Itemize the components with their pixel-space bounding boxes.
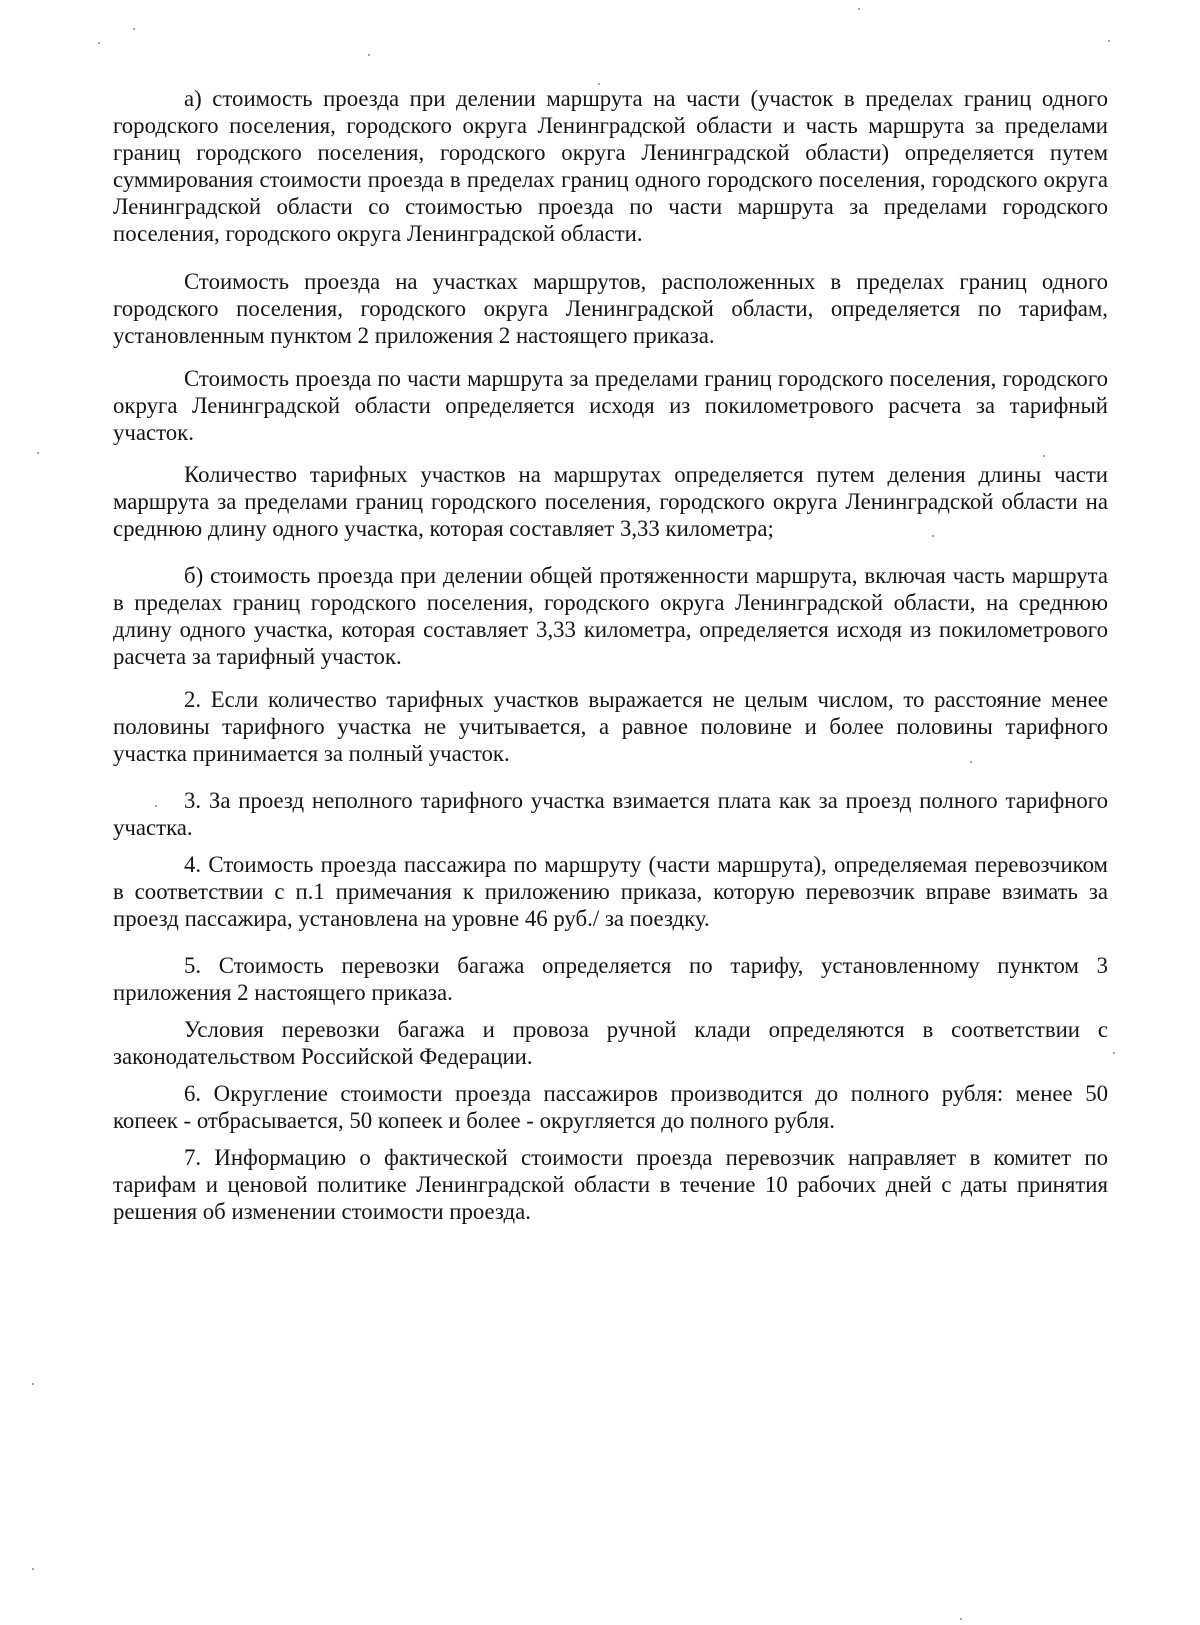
scan-speck (98, 42, 100, 44)
paragraph-2-rounding-sections: 2. Если количество тарифных участков выражается не целым числом, то расстояние менее половины тарифного участка не учитывается, а равное половине и более половины тарифного участка принимается за полный участок. (113, 687, 1108, 766)
paragraph-outside-section-cost: Стоимость проезда по части маршрута за пределами границ городского поселения, городского округа Ленинградской области определяется исходя из покилометрового расчета за тарифный участок. (113, 366, 1108, 445)
paragraph-a-split-route-cost: а) стоимость проезда при делении маршрута на части (участок в пределах границ одного городского поселения, городского округа Ленинградской области и часть маршрута за пределами границ городского поселения, городского округа Ленинградской области) определяется путем суммирования стоимости проезда в пределах границ одного городского поселения, городского округа Ленинградской области со стоимостью проезда по части маршрута за пределами городского поселения, городского округа Ленинградской области. (113, 86, 1108, 246)
paragraph-7-fare-notification: 7. Информацию о фактической стоимости проезда перевозчик направляет в комитет по тарифам и ценовой политике Ленинградской области в течение 10 рабочих дней с даты принятия решения об изменении стоимости проезда. (113, 1145, 1108, 1224)
paragraph-baggage-conditions: Условия перевозки багажа и провоза ручной клади определяются в соответствии с законодательством Российской Федерации. (113, 1017, 1108, 1069)
scan-speck (970, 761, 972, 763)
scan-speck (32, 1568, 34, 1570)
scan-speck (960, 1618, 962, 1620)
paragraph-b-full-route-cost: б) стоимость проезда при делении общей протяженности маршрута, включая часть маршрута в пределах границ городского поселения, городского округа Ленинградской области, на среднюю длину одного участка, которая составляет 3,33 километра, определяется исходя из покилометрового расчета за тарифный участок. (113, 563, 1108, 669)
paragraph-5-baggage-cost: 5. Стоимость перевозки багажа определяется по тарифу, установленному пунктом 3 приложения 2 настоящего приказа. (113, 953, 1108, 1005)
scan-speck (133, 28, 135, 30)
paragraph-tariff-sections-count: Количество тарифных участков на маршрутах определяется путем деления длины части маршрута за пределами границ городского поселения, городского округа Ленинградской области на среднюю длину одного участка, которая составляет 3,33 километра; (113, 462, 1108, 541)
scan-speck (1113, 1052, 1115, 1054)
scan-speck (155, 805, 157, 807)
paragraph-3-incomplete-section: 3. За проезд неполного тарифного участка взимается плата как за проезд полного тарифного участка. (113, 788, 1108, 840)
document-body (113, 85, 1108, 1225)
scan-speck (1108, 40, 1110, 42)
scan-speck (1043, 455, 1045, 457)
scan-speck (37, 452, 39, 454)
paragraph-4-passenger-fare: 4. Стоимость проезда пассажира по маршруту (части маршрута), определяемая перевозчиком в соответствии с п.1 примечания к приложению приказа, которую перевозчик вправе взимать за проезд пассажира, установлена на уровне 46 руб./ за поездку. (113, 852, 1108, 931)
scan-speck (858, 8, 860, 10)
scan-speck (32, 1383, 34, 1385)
scan-speck (368, 54, 370, 56)
paragraph-urban-section-cost: Стоимость проезда на участках маршрутов, расположенных в пределах границ одного городского поселения, городского округа Ленинградской области, определяется по тарифам, установленным пунктом 2 приложения 2 настоящего приказа. (113, 269, 1108, 348)
scan-speck (598, 83, 600, 85)
paragraph-6-fare-rounding: 6. Округление стоимости проезда пассажиров производится до полного рубля: менее 50 копеек - отбрасывается, 50 копеек и более - округляется до полного рубля. (113, 1081, 1108, 1133)
scan-speck (932, 535, 934, 537)
